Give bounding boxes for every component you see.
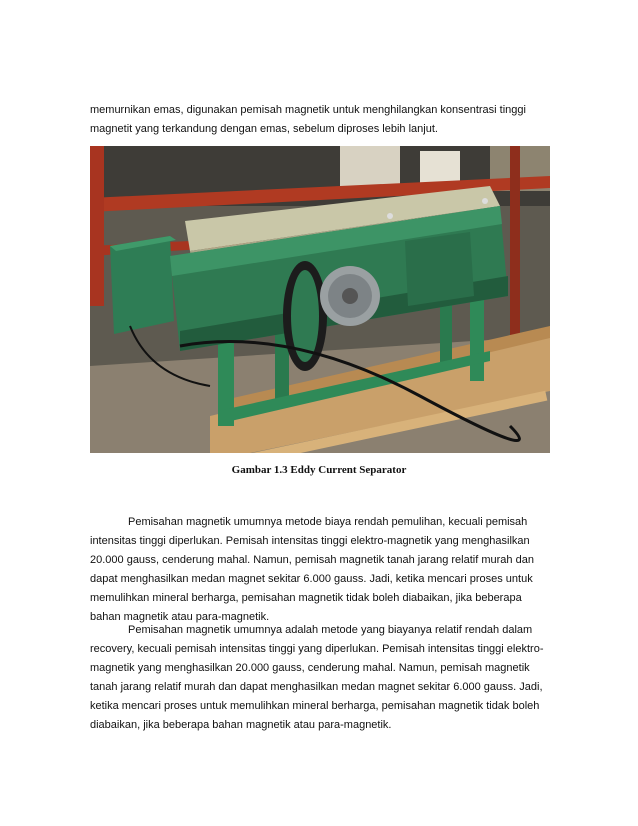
body-paragraph: Pemisahan magnetik umumnya metode biaya rendah pemulihan, kecuali pemisah intensitas tinggi diperlukan. Pemisah intensitas tinggi elektro-magnetik yang menghasilkan 20.000 gauss, cenderung mahal. Namun, pemisah magnetik tanah jarang relatif murah dan dapat menghasilkan medan magnet sekitar 6.000 gauss. Jadi, ketika mencari proses untuk memulihkan mineral berharga, pemisahan magnetik tidak boleh diabaikan, jika beberapa bahan magnetik atau para-magnetik. (90, 516, 534, 623)
body-paragraph: Pemisahan magnetik umumnya adalah metode yang biayanya relatif rendah dalam recovery, kecuali pemisah intensitas tinggi yang diperlukan. Pemisah intensitas tinggi elektro-magnetik yang menghasilkan 20.000 gauss, cenderung mahal. Namun, pemisah magnetik tanah jarang relatif murah dan dapat menghasilkan medan magnet sekitar 6.000 gauss. Jadi, ketika mencari proses untuk memulihkan mineral berharga, pemisahan magnetik tidak boleh diabaikan, jika beberapa bahan magnetik atau para-magnetik. (90, 624, 544, 731)
intro-paragraph: memurnikan emas, digunakan pemisah magnetik untuk menghilangkan konsentrasi tinggi magnetit yang terkandung dengan emas, sebelum diproses lebih lanjut. (90, 104, 526, 135)
figure-caption: Gambar 1.3 Eddy Current Separator (231, 464, 407, 476)
eddy-current-separator-photo (90, 146, 550, 453)
